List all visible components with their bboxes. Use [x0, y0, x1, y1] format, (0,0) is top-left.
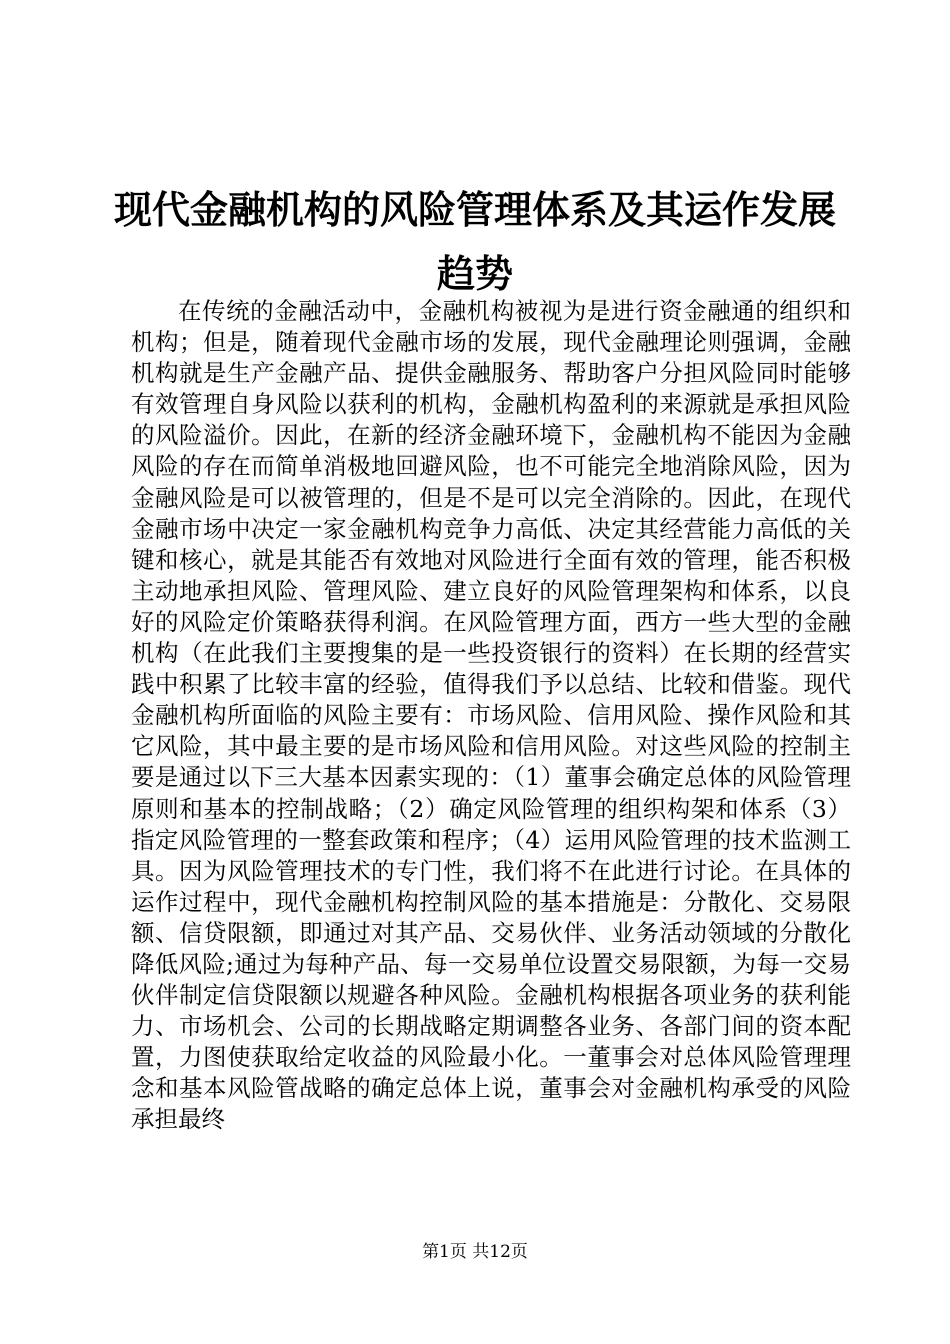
body-paragraph: 在传统的金融活动中，金融机构被视为是进行资金融通的组织和机构；但是，随着现代金融市场的发展，现代金融理论则强调，金融机构就是生产金融产品、提供金融服务、帮助客户分担风险同时能够有效管理自身风险以获利的机构，金融机构盈利的来源就是承担风险的风险溢价。因此，在新的经济金融环境下，金融机构不能因为金融风险的存在而简单消极地回避风险，也不可能完全地消除风险，因为金融风险是可以被管理的，但是不是可以完全消除的。因此，在现代金融市场中决定一家金融机构竞争力高低、决定其经营能力高低的关键和核心，就是其能否有效地对风险进行全面有效的管理，能否积极主动地承担风险、管理风险、建立良好的风险管理架构和体系，以良好的风险定价策略获得利润。在风险管理方面，西方一些大型的金融机构（在此我们主要搜集的是一些投资银行的资料）在长期的经营实践中积累了比较丰富的经验，值得我们予以总结、比较和借鉴。现代金融机构所面临的风险主要有：市场风险、信用风险、操作风险和其它风险，其中最主要的是市场风险和信用风险。对这些风险的控制主要是通过以下三大基本因素实现的：（1）董事会确定总体的风险管理原则和基本的控制战略；（2）确定风险管理的组织构架和体系（3）指定风险管理的一整套政策和程序；（4）运用风险管理的技术监测工具。因为风险管理技术的专门性，我们将不在此进行讨论。在具体的运作过程中，现代金融机构控制风险的基本措施是：分散化、交易限额、信贷限额，即通过对其产品、交易伙伴、业务活动领域的分散化降低风险;通过为每种产品、每一交易单位设置交易限额，为每一交易伙伴制定信贷限额以规避各种风险。金融机构根据各项业务的获利能力、市场机会、公司的长期战略定期调整各业务、各部门间的资本配置，力图使获取给定收益的风险最小化。一董事会对总体风险管理理念和基本风险管战略的确定总体上说，董事会对金融机构承受的风险承担最终 — [131, 297, 851, 1134]
document-title: 现代金融机构的风险管理体系及其运作发展趋势 — [113, 187, 836, 296]
page-footer: 第1页 共12页 — [422, 1242, 528, 1262]
